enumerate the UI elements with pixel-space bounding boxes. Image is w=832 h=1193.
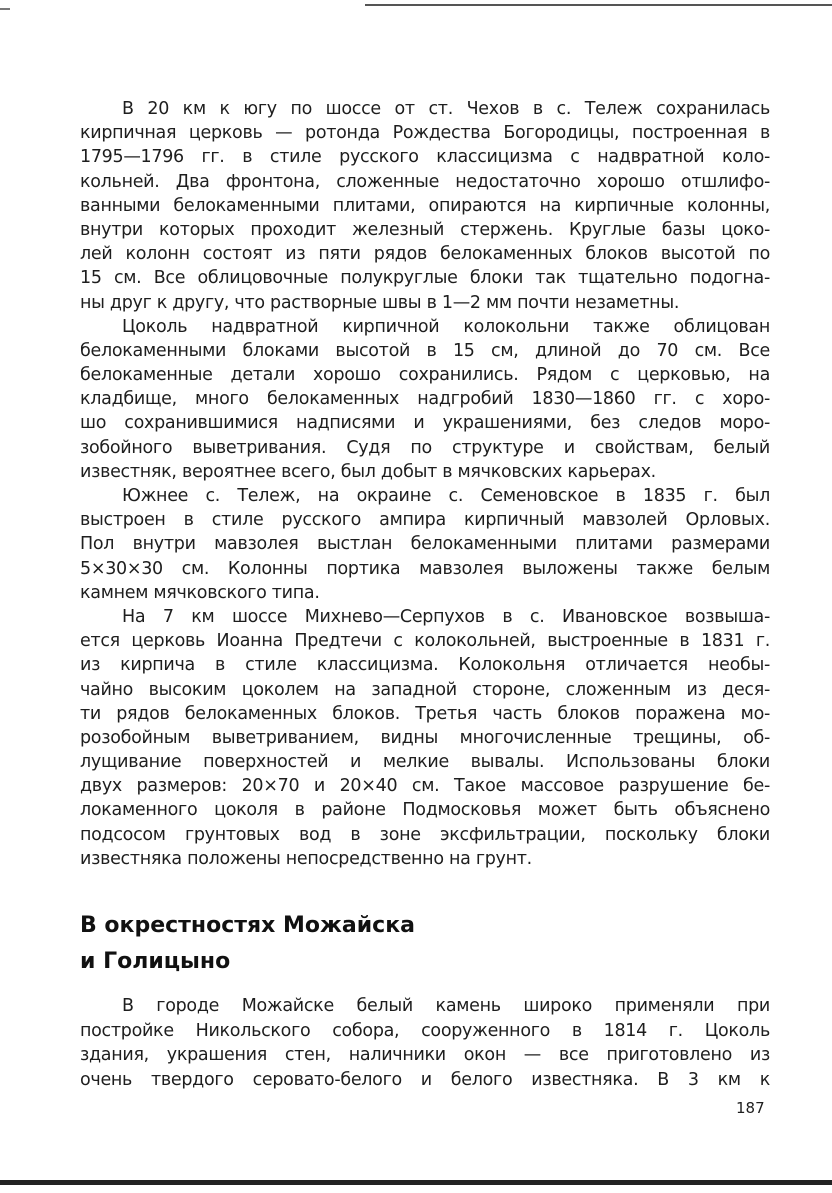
page-number: 187 (736, 1099, 765, 1117)
paragraph (80, 994, 770, 1092)
text-line: белокаменные детали хорошо сохранились. Рядом с церковью, на (80, 365, 770, 386)
scan-edge-top (365, 4, 832, 6)
scan-edge-bottom (0, 1180, 832, 1185)
paragraph (80, 605, 770, 871)
paragraph (80, 97, 770, 315)
body-text-continued (80, 994, 770, 1092)
text-line: 15 см. Все облицовочные полукруглые блоки так тщательно подогна- (80, 268, 770, 289)
text-line: шо сохранившимися надписями и украшениями, без следов моро- (80, 413, 770, 434)
text-line: очень твердого серовато-белого и белого известняка. В 3 км к (80, 1069, 770, 1090)
text-line: ется церковь Иоанна Предтечи с колокольней, выстроенные в 1831 г. (80, 631, 770, 652)
paragraph (80, 484, 770, 605)
text-line: локаменного цоколя в районе Подмосковья может быть объяснено (80, 800, 770, 821)
text-line: ны друг к другу, что растворные швы в 1—2 мм почти незаметны. (80, 292, 680, 313)
text-line: Цоколь надвратной кирпичной колокольни также облицован (122, 316, 770, 337)
text-line: кладбище, много белокаменных надгробий 1830—1860 гг. с хоро- (80, 389, 770, 410)
text-line: розобойным выветриванием, видны многочисленные трещины, об- (80, 727, 770, 748)
text-line: внутри которых проходит железный стержень. Круглые базы цоко- (80, 219, 770, 240)
text-line: В 20 км к югу по шоссе от ст. Чехов в с. Тележ сохранилась (122, 99, 770, 119)
text-line: На 7 км шоссе Михнево—Серпухов в с. Ивановское возвыша- (122, 606, 770, 627)
text-line: 1795—1796 гг. в стиле русского классицизма с надвратной коло- (80, 147, 770, 168)
section-heading (80, 908, 415, 980)
text-line: постройке Никольского собора, сооруженного в 1814 г. Цоколь (80, 1020, 770, 1041)
text-line: Южнее с. Тележ, на окраине с. Семеновское в 1835 г. был (122, 486, 770, 506)
text-line: здания, украшения стен, наличники окон — все приготовлено из (80, 1045, 770, 1065)
text-line: лей колонн состоят из пяти рядов белокаменных блоков высотой по (80, 244, 770, 265)
text-line: лущивание поверхностей и мелкие вывалы. Использованы блоки (80, 752, 770, 773)
text-line: чайно высоким цоколем на западной стороне, сложенным из деся- (80, 679, 770, 700)
paragraph (80, 315, 770, 484)
text-line: белокаменными блоками высотой в 15 см, длиной до 70 см. Все (80, 340, 770, 361)
text-line: кирпичная церковь — ротонда Рождества Богородицы, построенная в (80, 123, 770, 144)
text-line: выстроен в стиле русского ампира кирпичный мавзолей Орловых. (80, 510, 770, 531)
text-line: двух размеров: 20×70 и 20×40 см. Такое массовое разрушение бе- (80, 776, 770, 797)
text-line: подсосом грунтовых вод в зоне эксфильтрации, поскольку блоки (80, 824, 770, 845)
text-line: В городе Можайске белый камень широко применяли при (122, 996, 770, 1016)
text-line: известняк, вероятнее всего, был добыт в мячковских карьерах. (80, 461, 656, 482)
text-line: Пол внутри мавзолея выстлан белокаменными плитами размерами (80, 534, 770, 555)
heading-line: и Голицыно (80, 949, 231, 974)
text-line: известняка положены непосредственно на грунт. (80, 848, 532, 869)
text-line: 5×30×30 см. Колонны портика мавзолея выложены также белым (80, 558, 770, 579)
body-text (80, 97, 770, 871)
text-line: ванными белокаменными плитами, опираются на кирпичные колонны, (80, 195, 770, 216)
scan-mark (0, 8, 10, 10)
text-line: ти рядов белокаменных блоков. Третья часть блоков поражена мо- (80, 703, 770, 724)
text-line: кольней. Два фронтона, сложенные недостаточно хорошо отшлифо- (80, 171, 770, 192)
text-line: из кирпича в стиле классицизма. Колокольня отличается необы- (80, 655, 770, 676)
text-line: зобойного выветривания. Судя по структуре и свойствам, белый (80, 437, 770, 458)
text-line: камнем мячковского типа. (80, 582, 320, 603)
heading-line: В окрестностях Можайска (80, 913, 415, 938)
